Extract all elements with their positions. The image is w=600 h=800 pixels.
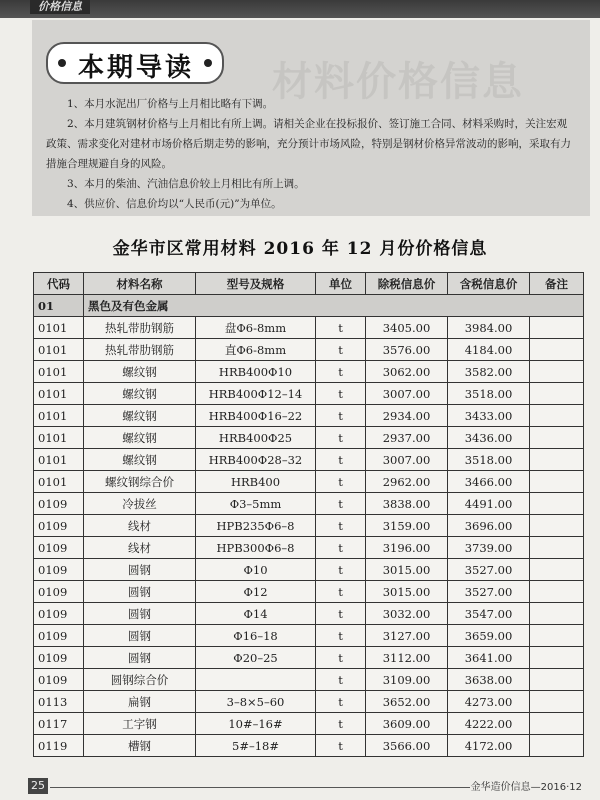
cell-spec: Φ20–25 xyxy=(196,647,316,669)
cell-inc-tax: 3582.00 xyxy=(448,361,530,383)
cell-inc-tax: 3984.00 xyxy=(448,317,530,339)
cell-code: 0109 xyxy=(34,493,84,515)
cell-inc-tax: 3547.00 xyxy=(448,603,530,625)
cell-ex-tax: 3112.00 xyxy=(366,647,448,669)
cell-note xyxy=(530,691,584,713)
cell-ex-tax: 3159.00 xyxy=(366,515,448,537)
cell-note xyxy=(530,625,584,647)
intro-title: 本期导读 xyxy=(78,53,195,83)
cell-ex-tax: 3007.00 xyxy=(366,383,448,405)
table-row xyxy=(34,625,584,647)
cell-ex-tax: 2962.00 xyxy=(366,471,448,493)
intro-item: 4、供应价、信息价均以“人民币(元)”为单位。 xyxy=(67,198,282,210)
cell-code: 0109 xyxy=(34,669,84,691)
table-row xyxy=(34,603,584,625)
cell-note xyxy=(530,427,584,449)
cell-unit: t xyxy=(316,647,366,669)
cell-name: 槽钢 xyxy=(84,735,196,757)
intro-item: 2、本月建筑钢材价格与上月相比有所上调。请相关企业在投标报价、签订施工合同、材料采购时，关注宏观政策、需求变化对建材市场价格后期走势的影响，充分预计市场风险，特别是钢材价格异常波动的影响，采取有力措施合理规避自身的风险。 xyxy=(46,118,571,170)
table-row xyxy=(34,449,584,471)
cell-note xyxy=(530,493,584,515)
header-bar xyxy=(0,0,600,18)
intro-title-badge xyxy=(46,42,224,84)
table-row xyxy=(34,713,584,735)
cell-unit: t xyxy=(316,515,366,537)
cell-note xyxy=(530,537,584,559)
cell-note xyxy=(530,405,584,427)
table-row xyxy=(34,383,584,405)
cell-code: 0101 xyxy=(34,339,84,361)
cell-unit: t xyxy=(316,603,366,625)
cell-spec: Φ14 xyxy=(196,603,316,625)
table-title: 金华市区常用材料 2016 年 12 月份价格信息 xyxy=(112,239,488,259)
cell-spec: Φ16–18 xyxy=(196,625,316,647)
cell-ex-tax: 3109.00 xyxy=(366,669,448,691)
table-row xyxy=(34,361,584,383)
cell-inc-tax: 3739.00 xyxy=(448,537,530,559)
cell-spec: Φ12 xyxy=(196,581,316,603)
cell-inc-tax: 3696.00 xyxy=(448,515,530,537)
cell-name: 冷拔丝 xyxy=(84,493,196,515)
cell-code: 0101 xyxy=(34,383,84,405)
cell-code: 0101 xyxy=(34,471,84,493)
cell-code: 0109 xyxy=(34,603,84,625)
cell-note xyxy=(530,361,584,383)
cell-spec: HRB400Φ28–32 xyxy=(196,449,316,471)
cell-unit: t xyxy=(316,339,366,361)
cell-name: 圆钢 xyxy=(84,581,196,603)
cell-note xyxy=(530,603,584,625)
cell-note xyxy=(530,339,584,361)
cell-inc-tax: 4222.00 xyxy=(448,713,530,735)
cell-spec: 盘Φ6-8mm xyxy=(196,317,316,339)
cell-spec: HRB400Φ16–22 xyxy=(196,405,316,427)
table-row xyxy=(34,581,584,603)
cell-inc-tax: 4172.00 xyxy=(448,735,530,757)
cell-spec: HRB400Φ10 xyxy=(196,361,316,383)
cell-name: 螺纹钢 xyxy=(84,449,196,471)
header-ex-tax: 除税信息价 xyxy=(366,273,448,295)
price-table xyxy=(33,272,584,757)
cell-spec xyxy=(196,669,316,691)
cell-name: 热轧带肋钢筋 xyxy=(84,339,196,361)
cell-unit: t xyxy=(316,405,366,427)
table-row xyxy=(34,735,584,757)
table-row xyxy=(34,317,584,339)
intro-item: 3、本月的柴油、汽油信息价较上月相比有所上调。 xyxy=(67,178,305,190)
cell-code: 0109 xyxy=(34,537,84,559)
cell-code: 0101 xyxy=(34,449,84,471)
table-row xyxy=(34,427,584,449)
header-unit: 单位 xyxy=(316,273,366,295)
cell-unit: t xyxy=(316,537,366,559)
cell-ex-tax: 3032.00 xyxy=(366,603,448,625)
cell-name: 工字钢 xyxy=(84,713,196,735)
cell-note xyxy=(530,581,584,603)
cell-unit: t xyxy=(316,471,366,493)
cell-code: 0113 xyxy=(34,691,84,713)
cell-inc-tax: 3659.00 xyxy=(448,625,530,647)
cell-ex-tax: 3838.00 xyxy=(366,493,448,515)
cell-spec: HRB400Φ12–14 xyxy=(196,383,316,405)
cell-note xyxy=(530,317,584,339)
cell-code: 0117 xyxy=(34,713,84,735)
cell-spec: HRB400Φ25 xyxy=(196,427,316,449)
cell-ex-tax: 2934.00 xyxy=(366,405,448,427)
header-name: 材料名称 xyxy=(84,273,196,295)
table-row xyxy=(34,559,584,581)
cell-name: 螺纹钢综合价 xyxy=(84,471,196,493)
cell-spec: HRB400 xyxy=(196,471,316,493)
footer-divider xyxy=(50,787,470,788)
intro-box xyxy=(32,20,590,216)
cell-ex-tax: 3015.00 xyxy=(366,581,448,603)
cell-unit: t xyxy=(316,625,366,647)
table-row xyxy=(34,669,584,691)
cell-ex-tax: 3007.00 xyxy=(366,449,448,471)
cell-name: 螺纹钢 xyxy=(84,361,196,383)
cell-note xyxy=(530,449,584,471)
cell-spec: Φ3–5mm xyxy=(196,493,316,515)
cell-spec: HPB235Φ6–8 xyxy=(196,515,316,537)
cell-inc-tax: 3436.00 xyxy=(448,427,530,449)
cell-note xyxy=(530,559,584,581)
cell-code: 0101 xyxy=(34,317,84,339)
cell-name: 热轧带肋钢筋 xyxy=(84,317,196,339)
cell-inc-tax: 3527.00 xyxy=(448,559,530,581)
section-tag: 价格信息 xyxy=(30,0,90,14)
cell-name: 圆钢 xyxy=(84,559,196,581)
intro-list xyxy=(46,94,576,214)
cell-spec: 10#–16# xyxy=(196,713,316,735)
cell-ex-tax: 3609.00 xyxy=(366,713,448,735)
cell-inc-tax: 3433.00 xyxy=(448,405,530,427)
cell-unit: t xyxy=(316,493,366,515)
cell-unit: t xyxy=(316,581,366,603)
cell-unit: t xyxy=(316,427,366,449)
cell-inc-tax: 3641.00 xyxy=(448,647,530,669)
table-row xyxy=(34,691,584,713)
cell-inc-tax: 4273.00 xyxy=(448,691,530,713)
cell-unit: t xyxy=(316,449,366,471)
header-inc-tax: 含税信息价 xyxy=(448,273,530,295)
intro-watermark: 材料价格信息 xyxy=(272,58,524,105)
cell-note xyxy=(530,735,584,757)
cell-name: 螺纹钢 xyxy=(84,383,196,405)
bullet-dot-icon xyxy=(58,59,66,67)
cell-name: 圆钢 xyxy=(84,647,196,669)
cell-name: 线材 xyxy=(84,515,196,537)
cell-note xyxy=(530,647,584,669)
cell-ex-tax: 2937.00 xyxy=(366,427,448,449)
cell-name: 圆钢 xyxy=(84,603,196,625)
cell-inc-tax: 3638.00 xyxy=(448,669,530,691)
header-spec: 型号及规格 xyxy=(196,273,316,295)
journal-name: 金华造价信息—2016·12 xyxy=(470,782,582,793)
category-name: 黑色及有色金属 xyxy=(84,295,584,317)
table-row xyxy=(34,515,584,537)
table-row xyxy=(34,493,584,515)
cell-code: 0109 xyxy=(34,581,84,603)
cell-ex-tax: 3015.00 xyxy=(366,559,448,581)
cell-unit: t xyxy=(316,691,366,713)
bullet-dot-icon xyxy=(204,59,212,67)
cell-ex-tax: 3196.00 xyxy=(366,537,448,559)
cell-spec: Φ10 xyxy=(196,559,316,581)
cell-ex-tax: 3566.00 xyxy=(366,735,448,757)
table-header-row xyxy=(34,273,584,295)
table-row xyxy=(34,405,584,427)
cell-note xyxy=(530,383,584,405)
cell-inc-tax: 4491.00 xyxy=(448,493,530,515)
cell-name: 螺纹钢 xyxy=(84,405,196,427)
table-row xyxy=(34,537,584,559)
cell-name: 螺纹钢 xyxy=(84,427,196,449)
cell-name: 扁钢 xyxy=(84,691,196,713)
cell-code: 0109 xyxy=(34,625,84,647)
cell-unit: t xyxy=(316,559,366,581)
cell-name: 圆钢综合价 xyxy=(84,669,196,691)
cell-ex-tax: 3576.00 xyxy=(366,339,448,361)
cell-spec: 3–8×5–60 xyxy=(196,691,316,713)
cell-spec: 5#–18# xyxy=(196,735,316,757)
cell-name: 圆钢 xyxy=(84,625,196,647)
cell-code: 0101 xyxy=(34,361,84,383)
cell-note xyxy=(530,471,584,493)
table-row xyxy=(34,339,584,361)
cell-code: 0119 xyxy=(34,735,84,757)
cell-inc-tax: 3518.00 xyxy=(448,383,530,405)
intro-item: 1、本月水泥出厂价格与上月相比略有下调。 xyxy=(67,98,274,110)
table-row xyxy=(34,647,584,669)
cell-ex-tax: 3652.00 xyxy=(366,691,448,713)
cell-code: 0109 xyxy=(34,515,84,537)
cell-note xyxy=(530,669,584,691)
cell-note xyxy=(530,515,584,537)
cell-code: 0109 xyxy=(34,559,84,581)
cell-inc-tax: 4184.00 xyxy=(448,339,530,361)
table-row xyxy=(34,471,584,493)
category-code: 01 xyxy=(34,295,84,317)
cell-code: 0109 xyxy=(34,647,84,669)
category-row xyxy=(34,295,584,317)
cell-code: 0101 xyxy=(34,405,84,427)
cell-ex-tax: 3405.00 xyxy=(366,317,448,339)
cell-inc-tax: 3527.00 xyxy=(448,581,530,603)
cell-ex-tax: 3127.00 xyxy=(366,625,448,647)
cell-note xyxy=(530,713,584,735)
cell-inc-tax: 3518.00 xyxy=(448,449,530,471)
header-code: 代码 xyxy=(34,273,84,295)
header-note: 备注 xyxy=(530,273,584,295)
cell-code: 0101 xyxy=(34,427,84,449)
cell-spec: 直Φ6-8mm xyxy=(196,339,316,361)
cell-spec: HPB300Φ6–8 xyxy=(196,537,316,559)
cell-unit: t xyxy=(316,713,366,735)
cell-inc-tax: 3466.00 xyxy=(448,471,530,493)
cell-name: 线材 xyxy=(84,537,196,559)
page-number: 25 xyxy=(28,778,48,794)
cell-unit: t xyxy=(316,317,366,339)
cell-unit: t xyxy=(316,669,366,691)
cell-ex-tax: 3062.00 xyxy=(366,361,448,383)
cell-unit: t xyxy=(316,383,366,405)
cell-unit: t xyxy=(316,735,366,757)
cell-unit: t xyxy=(316,361,366,383)
